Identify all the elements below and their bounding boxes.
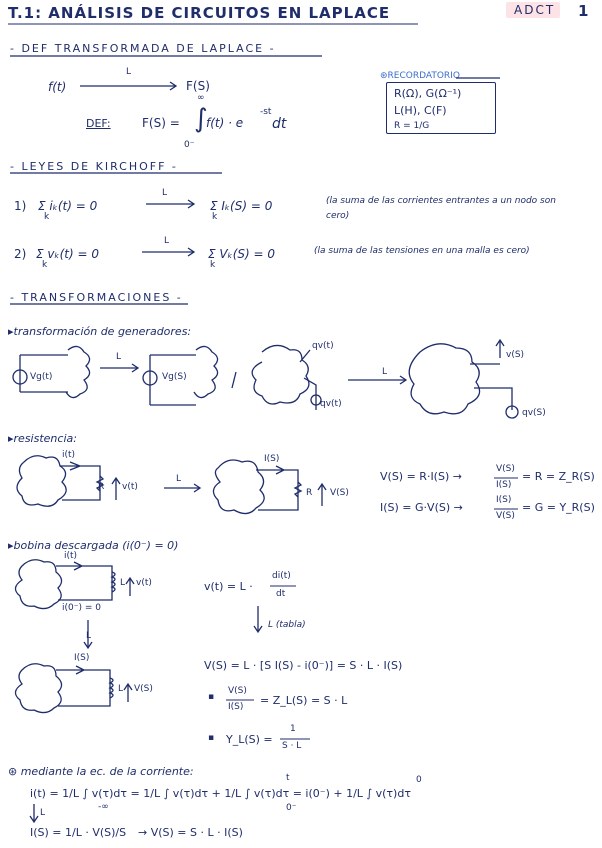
current-lim-lower: -∞ [98,802,109,812]
page-title: T.1: ANÁLISIS DE CIRCUITOS EN LAPLACE [8,4,391,22]
reminder-line-1: R(Ω), G(Ω⁻¹) [394,87,462,100]
def-exponent: -st [260,107,272,117]
page-number: 1 [578,2,589,20]
coil-eq-z-rhs: = Z_L(S) = S · L [260,694,348,707]
bullet-icon: ▸ [8,432,14,445]
gen2-source [143,371,157,385]
res-v-s: V(S) [330,488,349,498]
current-eq-final-lhs: I(S) = 1/L · V(S)/S [30,826,127,839]
law1-sum-index-2: k [212,212,218,222]
gen-arrow-2 [348,376,406,384]
coil-v-t: v(t) [136,578,152,588]
def-integrand: f(t) · e [206,116,244,130]
current-label-text: mediante la ec. de la corriente: [20,765,194,778]
integral-upper-limit: ∞ [197,93,205,103]
time-function: f(t) [48,80,67,94]
v-s-label: v(S) [506,350,525,360]
coil2-inductor [110,678,113,698]
res2-wires [256,466,298,510]
gen-arrow-1 [100,364,138,372]
generators-label [8,325,191,338]
res-eq1-den: I(S) [496,480,512,490]
gen4-source [506,406,518,418]
law2-rhs: Σ Vₖ(S) = 0 [208,247,276,261]
q-s-label: qv(S) [522,408,546,418]
res1-voltage-arrow [112,478,120,500]
res-eq1-num: V(S) [496,464,515,474]
res-eq1: V(S) = R·I(S) → [380,470,462,483]
integral-lower-limit: 0⁻ [184,140,195,150]
subject-tag: ADCT [514,3,556,17]
coil1-cloud [15,560,61,609]
res2-cloud [213,460,264,514]
current-lim-zero-b: 0 [416,775,422,785]
law1-arrow [146,200,194,208]
gen2-cloud [194,346,218,397]
coil-eq-z-den: I(S) [228,702,244,712]
gen1-source [13,370,27,384]
def-dt: dt [272,116,287,132]
res-eq2-num: I(S) [496,495,512,505]
law1-rhs: Σ Iₖ(S) = 0 [210,199,273,213]
reminder-bullet-icon: ⊛ [380,71,388,81]
resistance-label-text: resistencia: [13,432,77,445]
reminder-title [380,71,460,81]
gen3-cloud [252,345,309,404]
law2-arrow-label: L [164,236,170,246]
integral-sign: ∫ [194,104,208,134]
coil-arrow-label: L [86,631,92,641]
coil-eq-y-num: 1 [290,724,296,734]
gen1-cloud [66,346,90,397]
coil-l2: L [118,684,124,694]
q-t-label-bottom: qv(t) [320,399,342,409]
bullet-icon: ▸ [8,325,14,338]
coil-i-t: i(t) [64,551,78,561]
coil-eq-z-num: V(S) [228,686,247,696]
reminder-line-3: R = 1/G [394,121,430,131]
res-v-t: v(t) [122,482,138,492]
coil2-wires [56,666,110,706]
coil-i0: i(0⁻) = 0 [62,603,101,613]
coil-eq-y: Y_L(S) = [226,733,273,746]
section-heading-def: - DEF TRANSFORMADA DE LAPLACE - [10,42,276,55]
circle-bullet-icon: ⊛ [8,765,18,778]
coil-v-s: V(S) [134,684,153,694]
coil-label [8,539,178,552]
res1-cloud [17,456,66,507]
laplace-arrow-label: L [126,67,132,77]
current-lim-zero: 0⁻ [286,803,297,813]
coil-eq-y-den: S · L [282,741,302,751]
vg-t-label: Vg(t) [30,372,53,382]
law2-lhs: Σ vₖ(t) = 0 [36,247,99,261]
res-eq2-den: V(S) [496,511,515,521]
law1-note: (la suma de las corrientes entrantes a un nodo son cero) [326,196,556,221]
res-arrow-label: L [176,474,182,484]
coil-i-s: I(S) [74,653,90,663]
bullet-icon: ▸ [8,539,14,552]
res2-resistor [295,482,301,497]
reminder-title-text: RECORDATORIO [387,71,460,81]
resistance-label [8,432,77,445]
res2-voltage-arrow [318,484,326,506]
coil2-cloud [15,664,61,713]
coil2-voltage-arrow [124,684,132,702]
coil1-inductor [112,572,115,592]
law1-lhs: Σ iₖ(t) = 0 [38,199,98,213]
coil-eq-v-num: di(t) [272,571,291,581]
current-eq-int: i(t) = 1/L ∫ v(τ)dτ = 1/L ∫ v(τ)dτ + 1/L ∫ v(τ)dτ = i(0⁻) + 1/L ∫ v(τ)dτ [30,787,411,800]
coil1-wires [56,562,112,600]
res1-wires [60,462,100,500]
coil-eq-y-bullet: ▪ [208,733,215,743]
law2-note: (la suma de las tensiones en una malla es cero) [314,246,530,256]
law1-number: 1) [14,199,27,213]
coil-eq-v: v(t) = L · [204,580,253,593]
res-i-s: I(S) [264,454,280,464]
reminder-line-2: L(H), C(F) [394,104,447,117]
res-laplace-arrow [164,484,200,492]
def-laplace-arrow [80,82,176,90]
law2-sum-index-2: k [210,260,216,270]
current-label [8,765,194,778]
res-eq1-rhs: = R = Z_R(S) [522,470,595,483]
law1-sum-index: k [44,212,50,222]
coil-l: L [120,578,126,588]
law2-arrow [142,248,194,256]
res-r2: R [306,488,313,498]
current-arrow-label: L [40,808,46,818]
res-eq2-rhs: = G = Y_R(S) [522,501,595,514]
coil-tabla-arrow [254,606,262,632]
vg-s-label: Vg(S) [162,372,187,382]
gen4-cloud [409,344,479,414]
current-down-arrow [30,804,38,822]
coil-label-text: bobina descargada (i(0⁻) = 0) [13,539,179,552]
section-heading-transform: - TRANSFORMACIONES - [10,291,183,304]
res-i-t: i(t) [62,450,76,460]
res-eq2: I(S) = G·V(S) → [380,501,463,514]
law2-number: 2) [14,247,27,261]
def-lhs: F(S) = [142,116,180,130]
coil-tabla: L (tabla) [268,620,306,630]
laplace-function: F(S) [186,79,210,93]
generators-label-text: transformación de generadores: [13,325,192,338]
current-eq-final-rhs: → V(S) = S · L · I(S) [138,826,243,839]
coil-eq-v-den: dt [276,589,286,599]
coil-eq-laplace: V(S) = L · [S I(S) - i(0⁻)] = S · L · I(S) [204,659,403,672]
gen-separator [232,372,236,388]
section-heading-kirchhoff: - LEYES DE KIRCHOFF - [10,160,178,173]
q-t-label-top: qv(t) [312,341,334,351]
generators-arrow-label-2: L [382,367,388,377]
current-lim-upper: t [286,773,290,783]
coil-eq-z-bullet: ▪ [208,692,215,702]
gen3-wires [300,350,316,410]
res-r: R [98,482,105,492]
generators-arrow-label: L [116,352,122,362]
law2-sum-index: k [42,260,48,270]
coil1-voltage-arrow [126,578,134,596]
law1-arrow-label: L [162,188,168,198]
def-label: DEF: [86,117,111,130]
